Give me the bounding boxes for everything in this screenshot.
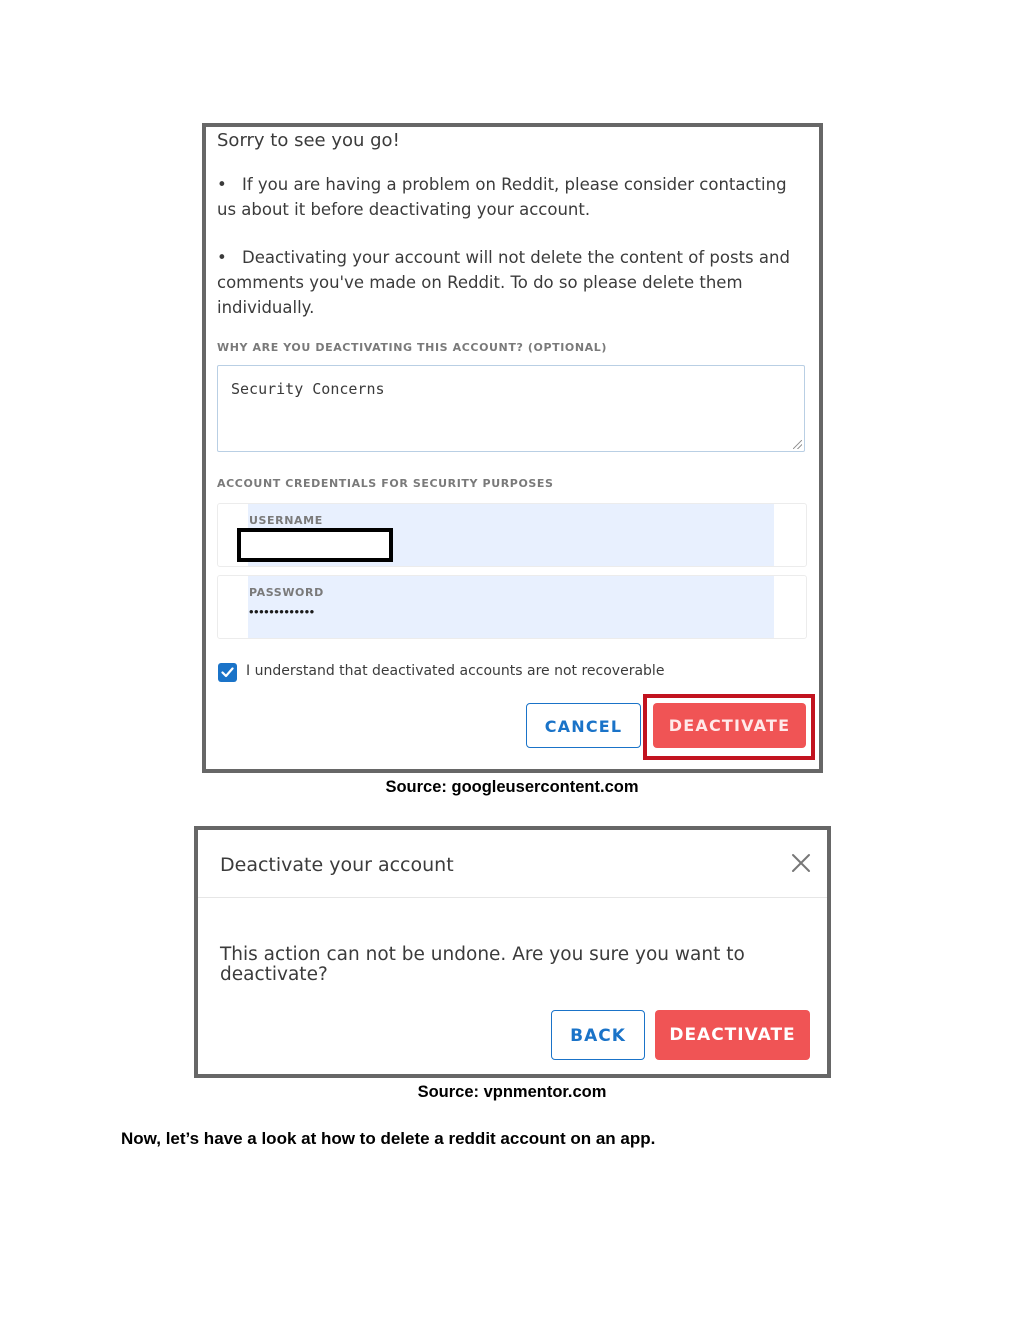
username-label: USERNAME <box>249 514 323 527</box>
username-field[interactable] <box>217 503 807 567</box>
autofill-background <box>248 576 774 638</box>
caption-source-2: Source: vpnmentor.com <box>417 1083 607 1101</box>
resize-handle-icon[interactable] <box>793 440 802 449</box>
bullet-dot: • <box>217 248 227 267</box>
checkmark-icon <box>221 666 234 679</box>
bullet-text: If you are having a problem on Reddit, please consider contacting us about it before deactivating your account. <box>217 175 787 219</box>
password-label: PASSWORD <box>249 586 324 599</box>
dialog-title: Deactivate your account <box>220 854 454 876</box>
reason-value: Security Concerns <box>231 380 385 398</box>
deactivate-button[interactable]: DEACTIVATE <box>655 1010 810 1060</box>
reason-label: WHY ARE YOU DEACTIVATING THIS ACCOUNT? (OPTIONAL) <box>217 341 608 354</box>
caption-source-1: Source: googleusercontent.com <box>385 778 639 796</box>
dialog-divider <box>198 897 827 898</box>
redacted-username-box <box>237 528 393 562</box>
bullet-text: Deactivating your account will not delete the content of posts and comments you've made on Reddit. To do so please delete them individually. <box>217 248 790 317</box>
deactivate-button[interactable]: DEACTIVATE <box>653 703 806 748</box>
bullet-contact-info <box>217 172 802 222</box>
reddit-deactivate-form-screenshot <box>202 123 823 773</box>
credentials-label: ACCOUNT CREDENTIALS FOR SECURITY PURPOSES <box>217 477 554 490</box>
back-button[interactable]: BACK <box>551 1010 645 1060</box>
body-paragraph: Now, let’s have a look at how to delete a reddit account on an app. <box>121 1129 656 1148</box>
checkbox-label: I understand that deactivated accounts are not recoverable <box>246 663 665 679</box>
reason-textarea[interactable] <box>217 365 805 452</box>
deactivate-confirm-dialog-screenshot <box>194 826 831 1078</box>
bullet-dot: • <box>217 175 227 194</box>
close-icon[interactable] <box>790 852 812 874</box>
recoverable-checkbox[interactable] <box>218 663 237 682</box>
password-field[interactable] <box>217 575 807 639</box>
dialog-message: This action can not be undone. Are you sure you want to deactivate? <box>220 944 745 985</box>
bullet-content-info <box>217 245 802 320</box>
password-value: ••••••••••••• <box>249 604 315 619</box>
cancel-button[interactable]: CANCEL <box>526 703 641 748</box>
form-title: Sorry to see you go! <box>217 130 400 151</box>
